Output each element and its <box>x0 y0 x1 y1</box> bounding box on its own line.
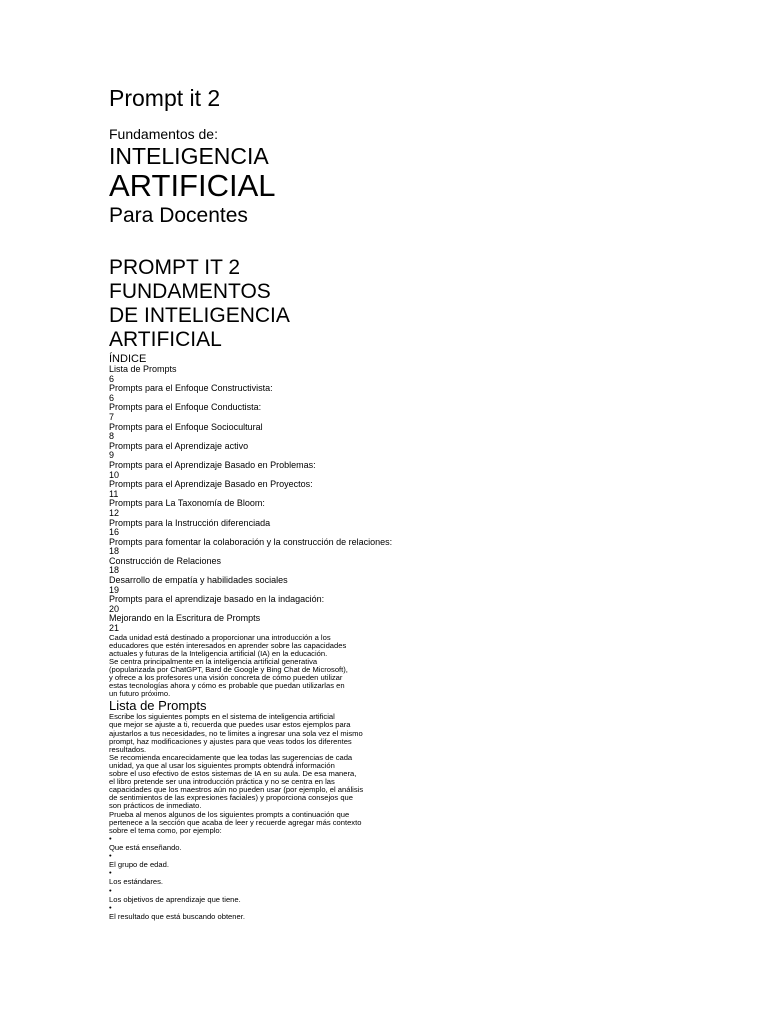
lista-line: sobre el uso efectivo de estos sistemas de IA en su aula. De esa manera, <box>109 769 357 779</box>
toc-item-page: 19 <box>109 584 120 595</box>
bullet-icon: • <box>109 851 112 861</box>
toc-item-page: 16 <box>109 527 120 538</box>
toc-item-page: 9 <box>109 450 115 461</box>
toc-item-label: Prompts para el Aprendizaje activo <box>109 440 249 451</box>
cover-line-artificial: ARTIFICIAL <box>109 168 276 203</box>
cover-line-inteligencia: INTELIGENCIA <box>109 143 269 169</box>
lista-line: Se recomienda encarecidamente que lea todas las sugerencias de cada <box>109 752 353 762</box>
bullet-list <box>109 835 749 921</box>
intro-line: (popularizada por ChatGPT, Bard de Google y Bing Chat de Microsoft), <box>109 665 348 674</box>
lista-line: pertenece a la sección que acaba de leer y recuerde agregar más contexto <box>109 817 362 827</box>
lista-line: sobre el tema como, por ejemplo: <box>109 825 222 835</box>
toc-item-label: Prompts para el Aprendizaje Basado en Problemas: <box>109 459 316 470</box>
lista-line: el libro pretende ser una introducción práctica y no se centra en las <box>109 777 335 787</box>
cover-title: Prompt it 2 <box>109 85 221 111</box>
intro-line: un futuro próximo. <box>109 689 171 699</box>
intro-line: estas tecnologías ahora y cómo es probable que puedan utilizarlas en <box>109 681 345 691</box>
lista-line: capacidades que los maestros aún no pueden usar (por ejemplo, el análisis <box>109 785 364 795</box>
bullet-icon: • <box>109 902 112 912</box>
heading-line: FUNDAMENTOS <box>109 280 271 303</box>
toc-item-label: Prompts para el Enfoque Conductista: <box>109 402 262 413</box>
toc-item-label: Prompts para La Taxonomía de Bloom: <box>109 498 265 509</box>
lista-line: ajustarlos a tus necesidades, no te limites a ingresar una sola vez el mismo <box>109 728 363 738</box>
bullet-item: Que está enseñando. <box>109 842 182 852</box>
toc-item-page: 8 <box>109 431 115 442</box>
toc-item-page: 11 <box>109 488 119 499</box>
lista-line: de sentimientos de las expresiones faciales) y proporciona consejos que <box>109 793 353 803</box>
toc-item-page: 12 <box>109 507 120 518</box>
toc-item-page: 6 <box>109 373 115 384</box>
cover-subtitle: Fundamentos de: <box>109 126 218 142</box>
intro-line: Se centra principalmente en la inteligencia artificial generativa <box>109 656 318 666</box>
document-heading <box>109 256 290 352</box>
toc-item-label: Prompts para el Aprendizaje Basado en Proyectos: <box>109 479 313 490</box>
lista-line: que mejor se ajuste a ti, recuerda que puedes usar estos ejemplos para <box>109 720 351 730</box>
intro-line: educadores que estén interesados en aprender sobre las capacidades <box>109 640 347 650</box>
bullet-item: Los objetivos de aprendizaje que tiene. <box>109 894 241 904</box>
cover-line-para-docentes: Para Docentes <box>109 204 248 227</box>
bullet-icon: • <box>109 833 112 843</box>
toc-item-page: 10 <box>109 469 120 480</box>
lista-line: unidad, ya que al usar los siguientes prompts obtendrá información <box>109 760 335 770</box>
toc-item-label: Prompts para la Instrucción diferenciada <box>109 517 271 528</box>
toc-item-label: Prompts para el Enfoque Sociocultural <box>109 421 263 432</box>
heading-line: ARTIFICIAL <box>109 328 222 351</box>
toc-item-label: Construcción de Relaciones <box>109 555 222 566</box>
lista-line: Escribe los siguientes pompts en el sistema de inteligencia artificial <box>109 712 335 722</box>
toc-item-label: Prompts para el aprendizaje basado en la indagación: <box>109 594 325 605</box>
toc-item-label: Desarrollo de empatía y habilidades sociales <box>109 575 288 586</box>
toc-item-page: 18 <box>109 565 120 576</box>
lista-line: resultados. <box>109 744 147 754</box>
bullet-item: Los estándares. <box>109 877 164 887</box>
toc-item-page: 6 <box>109 392 115 403</box>
toc-item-page: 18 <box>109 546 120 557</box>
bullet-item: El grupo de edad. <box>109 860 169 870</box>
toc-item-page: 21 <box>109 623 120 634</box>
toc-item-label: Prompts para el Enfoque Constructivista: <box>109 383 273 394</box>
intro-paragraph <box>109 634 749 699</box>
bullet-item: El resultado que está buscando obtener. <box>109 912 245 922</box>
toc-title: ÍNDICE <box>109 353 147 365</box>
toc-item-label: Lista de Prompts <box>109 364 177 374</box>
toc-item-page: 7 <box>109 411 115 422</box>
lista-line: Prueba al menos algunos de los siguientes prompts a continuación que <box>109 809 350 819</box>
lista-paragraph <box>109 713 749 834</box>
intro-line: y ofrece a los profesores una visión concreta de cómo pueden utilizar <box>109 673 343 683</box>
heading-line: PROMPT IT 2 <box>109 256 241 279</box>
toc-item-label: Mejorando en la Escritura de Prompts <box>109 613 261 624</box>
intro-line: actuales y futuras de la Inteligencia artificial (IA) en la educación. <box>109 648 328 658</box>
intro-line: Cada unidad está destinado a proporcionar una introducción a los <box>109 632 331 642</box>
bullet-icon: • <box>109 868 112 878</box>
bullet-icon: • <box>109 885 112 895</box>
toc-item-label: Prompts para fomentar la colaboración y la construcción de relaciones: <box>109 536 393 547</box>
section-title-lista-de-prompts: Lista de Prompts <box>109 698 207 714</box>
lista-line: prompt, haz modificaciones y ajustes para que veas todos los diferentes <box>109 736 352 746</box>
lista-line: son prácticos de inmediato. <box>109 801 202 811</box>
toc-item-page: 20 <box>109 603 120 614</box>
heading-line: DE INTELIGENCIA <box>109 304 290 327</box>
table-of-contents <box>109 353 749 921</box>
